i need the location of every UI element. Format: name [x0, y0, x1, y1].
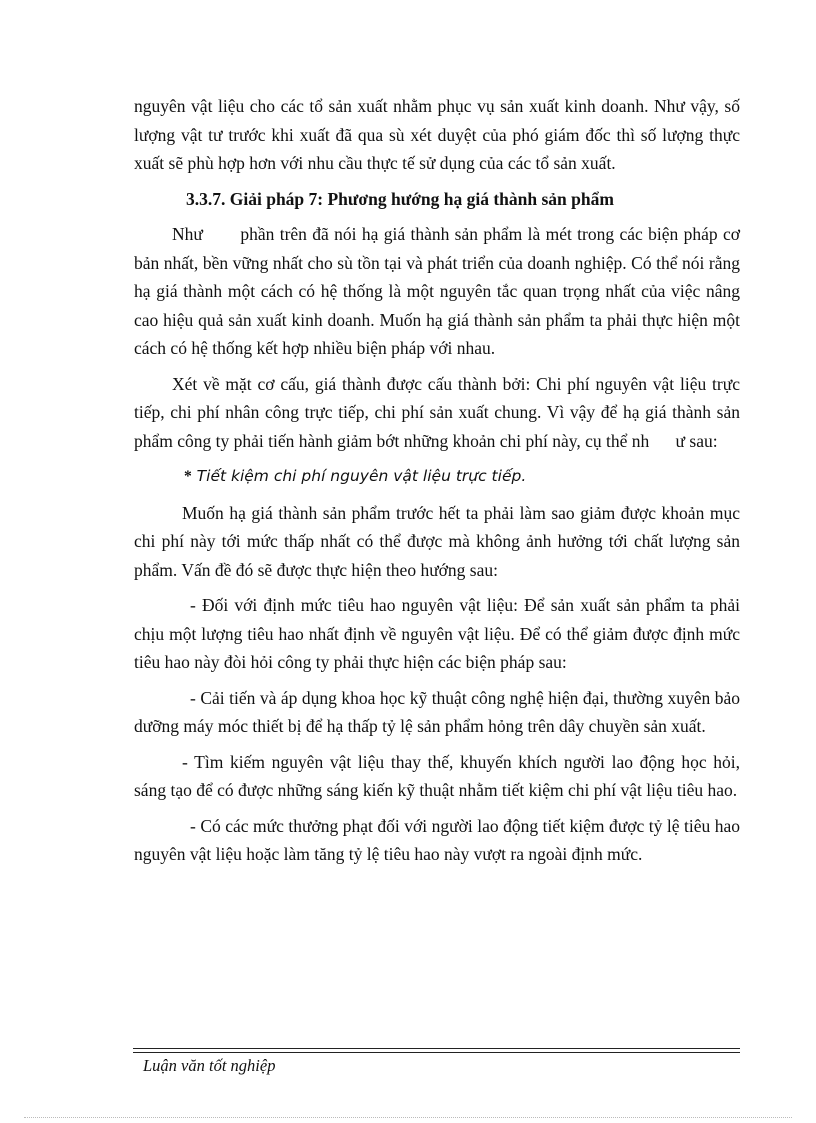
- subheading-bullet: *: [184, 468, 192, 485]
- body-text: [134, 92, 745, 876]
- paragraph-technology: - Cải tiến và áp dụng khoa học kỹ thuật công nghệ hiện đại, thường xuyên bảo dưỡng máy móc thiết bị để hạ thấp tỷ lệ sản phẩm hỏng trên dây chuyền sản xuất.: [134, 687, 740, 736]
- paragraph-reduce-cost: Muốn hạ giá thành sản phẩm trước hết ta phải làm sao giảm được khoản mục chi phí này tới mức thấp nhất có thể được mà không ảnh hưởng tới chất lượng sản phẩm. Vấn đề đó sẽ được thực hiện theo hướng sau:: [134, 502, 740, 580]
- section-heading: 3.3.7. Giải pháp 7: Phương hướng hạ giá thành sản phẩm: [186, 188, 614, 209]
- footer-rule-secondary: [133, 1052, 740, 1053]
- footer-title: Luận văn tốt nghiệp: [143, 1056, 276, 1075]
- paragraph-cost-structure: Xét về mặt cơ cấu, giá thành được cấu thành bởi: Chi phí nguyên vật liệu trực tiếp, chi phí nhân công trực tiếp, chi phí sản xuất chung. Vì vậy để hạ giá thành sản phẩm công ty phải tiến hành giảm bớt những khoản chi phí này, cụ thể nh ư sau:: [134, 373, 745, 451]
- subheading-text: Tiết kiệm chi phí nguyên vật liệu trực tiếp.: [191, 467, 527, 485]
- page-edge-dots: [24, 1117, 792, 1118]
- subheading-material-cost: [134, 462, 740, 492]
- footer-rule: [133, 1048, 740, 1049]
- paragraph-continuation: nguyên vật liệu cho các tổ sản xuất nhằm phục vụ sản xuất kinh doanh. Như vậy, số lượng vật tư trước khi xuất đã qua sù xét duyệt của phó giám đốc thì số lượng thực xuất sẽ phù hợp hơn với nhu cầu thực tế sử dụng của các tổ sản xuất.: [134, 96, 740, 173]
- paragraph-substitute-materials: - Tìm kiếm nguyên vật liệu thay thế, khuyến khích người lao động học hỏi, sáng tạo để có được những sáng kiến kỹ thuật nhằm tiết kiệm chi phí vật liệu tiêu hao.: [134, 751, 740, 800]
- paragraph-intro: Như phần trên đã nói hạ giá thành sản phẩm là mét trong các biện pháp cơ bản nhất, bền vững nhất cho sù tồn tại và phát triển của doanh nghiệp. Có thể nói rằng hạ giá thành một cách có hệ thống là một nguyên tắc quan trọng nhất của việc nâng cao hiệu quả sản xuất kinh doanh. Muốn hạ giá thành sản phẩm ta phải thực hiện một cách có hệ thống kết hợp nhiều biện pháp với nhau.: [134, 224, 745, 358]
- paragraph-rewards: - Có các mức thưởng phạt đối với người lao động tiết kiệm được tỷ lệ tiêu hao nguyên vật liệu hoặc làm tăng tỷ lệ tiêu hao này vượt ra ngoài định mức.: [134, 815, 740, 864]
- paragraph-consumption-norm: - Đối với định mức tiêu hao nguyên vật liệu: Để sản xuất sản phẩm ta phải chịu một lượng tiêu hao nhất định về nguyên vật liệu. Để có thể giảm được định mức tiêu hao này đòi hỏi công ty phải thực hiện các biện pháp sau:: [134, 595, 740, 672]
